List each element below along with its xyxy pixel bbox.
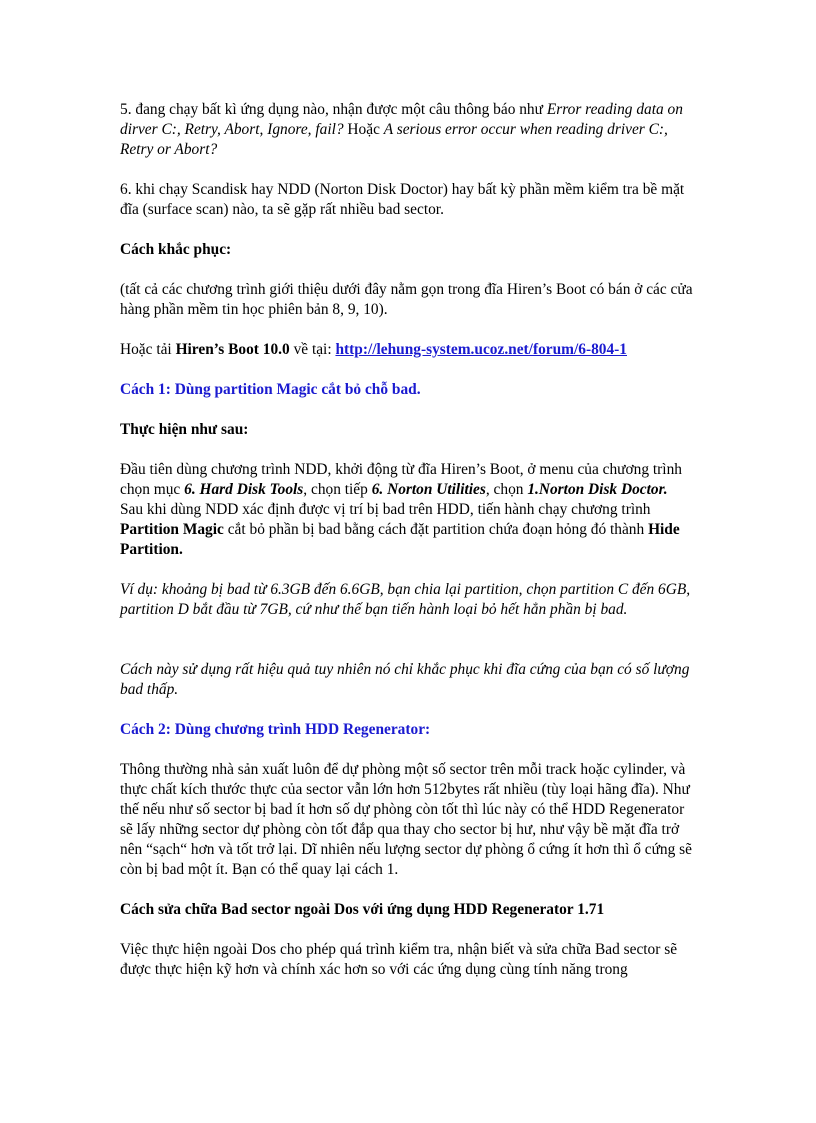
download-link[interactable]: http://lehung-system.ucoz.net/forum/6-804-1 bbox=[335, 341, 627, 358]
download-prefix: Hoặc tải bbox=[120, 341, 176, 358]
download-mid: về tại: bbox=[289, 341, 336, 358]
paragraph-example: Ví dụ: khoảng bị bad từ 6.3GB đến 6.6GB, bạn chia lại partition, chọn partition C đến 6GB, partition D bắt đầu từ 7GB, cứ như thế bạn tiến hành loại bỏ hết hẳn phần bị bad. bbox=[120, 581, 691, 618]
product-name: Hiren’s Boot 10.0 bbox=[175, 341, 290, 358]
paragraph-remark: Cách này sử dụng rất hiệu quả tuy nhiên nó chỉ khắc phục khi đĩa cứng của bạn có số lượng bad thấp. bbox=[120, 661, 690, 698]
partition-magic-name: Partition Magic bbox=[120, 521, 224, 538]
hide-partition-label: Hide Partition. bbox=[120, 521, 680, 558]
step1-text-a: Đầu tiên dùng chương trình NDD, khởi động từ đĩa Hiren’s Boot, ở menu của chương trình chọn mục bbox=[120, 461, 682, 498]
paragraph-error-message bbox=[120, 100, 700, 160]
p5-or: Hoặc bbox=[343, 121, 384, 138]
menu-hard-disk-tools: 6. Hard Disk Tools bbox=[184, 481, 304, 498]
dos-heading: Cách sửa chữa Bad sector ngoài Dos với ứng dụng HDD Regenerator 1.71 bbox=[120, 901, 605, 918]
fix-heading: Cách khắc phục: bbox=[120, 241, 232, 258]
document-page bbox=[120, 100, 700, 980]
step2-text-a: Sau khi dùng NDD xác định được vị trí bị bad trên HDD, tiến hành chạy chương trình bbox=[120, 501, 651, 518]
step1-text-e: , chọn bbox=[485, 481, 528, 498]
menu-norton-disk-doctor: 1.Norton Disk Doctor. bbox=[527, 481, 668, 498]
paragraph-step-1 bbox=[120, 460, 700, 500]
paragraph-step-2 bbox=[120, 500, 700, 560]
paragraph-scandisk: 6. khi chạy Scandisk hay NDD (Norton Disk Doctor) hay bất kỳ phần mềm kiểm tra bề mặt đĩa (surface scan) nào, ta sẽ gặp rất nhiều bad sector. bbox=[120, 181, 685, 218]
steps-heading: Thực hiện như sau: bbox=[120, 421, 249, 438]
method-2-heading: Cách 2: Dùng chương trình HDD Regenerator: bbox=[120, 721, 431, 738]
paragraph-dos: Việc thực hiện ngoài Dos cho phép quá trình kiểm tra, nhận biết và sửa chữa Bad sector sẽ được thực hiện kỹ hơn và chính xác hơn so với các ứng dụng cùng tính năng trong bbox=[120, 941, 678, 978]
p5-text: 5. đang chạy bất kì ứng dụng nào, nhận được một câu thông báo như bbox=[120, 101, 547, 118]
paragraph-method-2: Thông thường nhà sản xuất luôn để dự phòng một số sector trên mỗi track hoặc cylinder, và thực chất kích thước thực của sector vẫn lớn hơn 512bytes rất nhiều (tùy loại hãng đĩa). Như thế nếu như số sector bị bad ít hơn số dự phòng còn tốt thì lúc này có thể HDD Regenerator sẽ lấy những sector dự phòng còn tốt đắp qua thay cho sector bị hư, như vậy bề mặt đĩa trở nên “sạch“ hơn và tốt trở lại. Dĩ nhiên nếu lượng sector dự phòng ổ cứng ít hơn thì ổ cứng sẽ còn bị bad một ít. Bạn có thể quay lại cách 1. bbox=[120, 761, 692, 878]
error-message-1: Error reading data on dirver C:, Retry, Abort, Ignore, fail? bbox=[120, 101, 683, 138]
paragraph-download bbox=[120, 340, 700, 360]
step1-text-c: , chọn tiếp bbox=[303, 481, 372, 498]
paragraph-note: (tất cả các chương trình giới thiệu dưới đây nằm gọn trong đĩa Hiren’s Boot có bán ở các cửa hàng phần mềm tin học phiên bản 8, 9, 10). bbox=[120, 281, 693, 318]
method-1-heading: Cách 1: Dùng partition Magic cắt bỏ chỗ bad. bbox=[120, 381, 421, 398]
step2-text-c: cắt bỏ phần bị bad bằng cách đặt partition chứa đoạn hỏng đó thành bbox=[223, 521, 649, 538]
menu-norton-utilities: 6. Norton Utilities bbox=[371, 481, 486, 498]
error-message-2: A serious error occur when reading driver C:, Retry or Abort? bbox=[120, 121, 668, 158]
